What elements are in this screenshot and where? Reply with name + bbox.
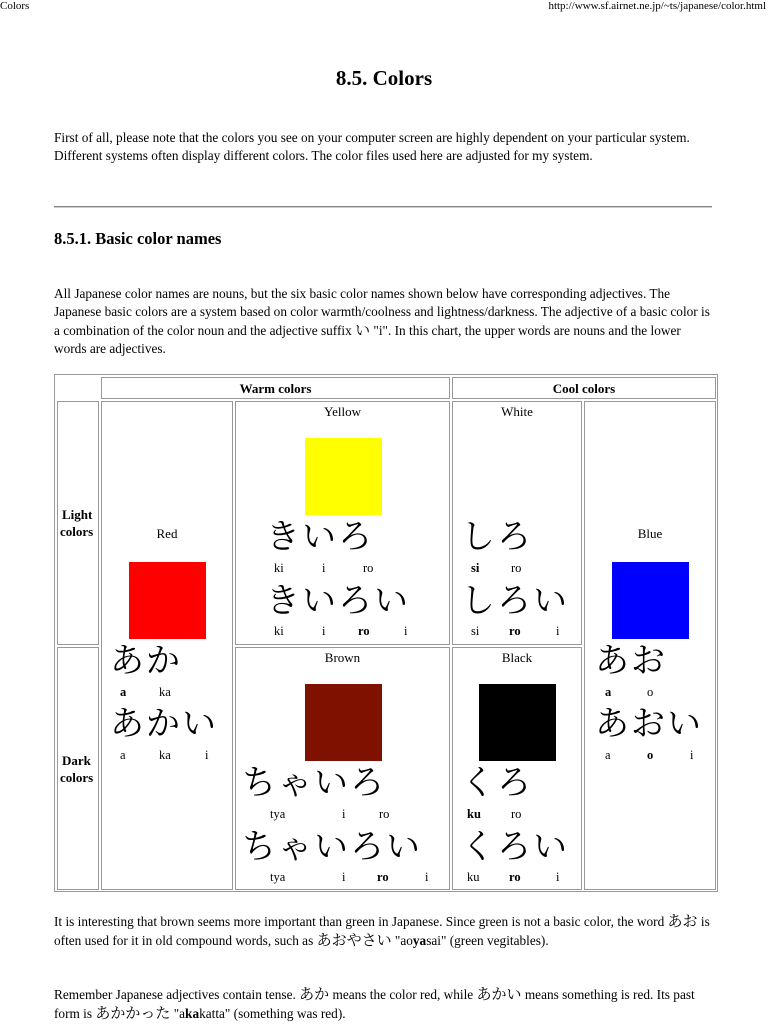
para3-kana-akakatta: あかかった	[95, 1004, 171, 1022]
black-noun-rom-2: ro	[511, 807, 522, 821]
yellow-noun-rom-2: i	[322, 561, 326, 575]
warm-colors-label: Warm colors	[239, 381, 312, 396]
para2-bold: ya	[412, 933, 427, 948]
para3-kana-akai: あかい	[476, 985, 522, 1003]
yellow-noun-kana: きいろ	[266, 517, 374, 557]
yellow-swatch	[305, 438, 382, 515]
section-divider	[54, 206, 712, 208]
header-url[interactable]: http://www.sf.airnet.ne.jp/~ts/japanese/color.html	[548, 0, 766, 12]
blue-adj-rom-3: i	[690, 748, 694, 762]
black-noun-kana: くろ	[461, 763, 533, 803]
red-swatch	[129, 562, 206, 639]
black-adj-rom-2: ro	[509, 870, 521, 884]
para2-text-4: sai" (green vegitables).	[426, 933, 549, 948]
red-adj-rom-2: ka	[159, 748, 171, 762]
dark-colors-row-label	[57, 647, 99, 890]
para1-kana: い	[355, 321, 371, 339]
blue-noun-rom-1: a	[605, 685, 612, 699]
red-name: Red	[156, 526, 178, 541]
brown-swatch	[305, 684, 382, 761]
red-noun-rom-2: ka	[159, 685, 171, 699]
blue-noun-rom-2: o	[647, 685, 654, 699]
white-adj-rom-3: i	[556, 624, 560, 638]
para2-text-2: is often used for it in old compound words, such as	[54, 914, 710, 948]
tense-paragraph	[54, 985, 714, 1023]
para3-text-2: means the color red, while	[329, 987, 477, 1002]
red-adj-rom-3: i	[205, 748, 209, 762]
black-adj-rom-3: i	[556, 870, 560, 884]
para3-text-5: katta" (something was red).	[199, 1006, 346, 1021]
yellow-name: Yellow	[324, 404, 361, 419]
blue-adj-kana: あおい	[595, 704, 703, 744]
white-swatch	[479, 438, 556, 515]
red-cell	[101, 401, 233, 890]
dark-label-line1: Dark	[62, 753, 91, 768]
red-adj-rom-1: a	[120, 748, 126, 762]
color-table	[54, 374, 718, 892]
yellow-noun-rom-1: ki	[274, 561, 284, 575]
green-paragraph	[54, 912, 714, 950]
yellow-adj-rom-4: i	[404, 624, 408, 638]
page-title: 8.5. Colors	[335, 66, 433, 90]
brown-noun-kana: ちゃいろ	[242, 763, 386, 803]
white-cell	[452, 401, 582, 645]
red-noun-rom-1: a	[120, 685, 127, 699]
brown-adj-rom-3: ro	[377, 870, 389, 884]
basic-colors-paragraph	[54, 285, 714, 358]
brown-adj-rom-2: i	[342, 870, 346, 884]
yellow-cell	[235, 401, 450, 645]
section-title: 8.5.1. Basic color names	[54, 229, 222, 248]
white-adj-rom-2: ro	[509, 624, 521, 638]
intro-paragraph: First of all, please note that the colors you see on your computer screen are highly dependent on your particular system. Different systems often display different colors. The color files used here are adjusted for my system.	[54, 130, 690, 163]
para2-text-3: "ao	[391, 933, 413, 948]
print-header	[0, 0, 768, 14]
black-cell	[452, 647, 582, 890]
red-adj-kana: あかい	[110, 704, 218, 744]
light-label-line1: Light	[62, 507, 93, 522]
white-name: White	[501, 404, 533, 419]
para3-kana-aka: あか	[299, 985, 330, 1003]
para3-bold: ka	[185, 1006, 200, 1021]
cool-colors-label: Cool colors	[552, 381, 616, 396]
brown-name: Brown	[324, 650, 361, 665]
brown-noun-rom-2: i	[342, 807, 346, 821]
black-adj-kana: くろい	[461, 827, 569, 867]
brown-adj-rom-4: i	[425, 870, 429, 884]
blue-noun-kana: あお	[595, 641, 667, 681]
light-label-line2: colors	[60, 524, 94, 539]
para2-kana-ao: あお	[667, 912, 698, 930]
yellow-noun-rom-3: ro	[363, 561, 374, 575]
light-colors-row-label	[57, 401, 99, 645]
white-adj-rom-1: si	[471, 624, 480, 638]
para3-text-1: Remember Japanese adjectives contain tense.	[54, 987, 300, 1002]
para1-text: All Japanese color names are nouns, but the six basic color names shown below have corresponding adjectives. The Japanese basic colors are a system based on color warmth/coolness and lightness/darkness. The adjective of a basic color is a combination of the color noun and the adjective suffix	[54, 286, 710, 338]
blue-adj-rom-1: a	[605, 748, 611, 762]
cool-colors-header	[452, 377, 716, 399]
brown-noun-rom-1: tya	[270, 807, 286, 821]
blue-swatch	[612, 562, 689, 639]
white-noun-kana: しろ	[461, 517, 533, 557]
white-noun-rom-2: ro	[511, 561, 522, 575]
para3-text-3: means something is red. Its past form is	[54, 987, 695, 1021]
yellow-adj-rom-2: i	[322, 624, 326, 638]
black-adj-rom-1: ku	[467, 870, 480, 884]
yellow-adj-kana: きいろい	[266, 581, 410, 621]
para2-kana-aoyasai: あおやさい	[316, 931, 392, 949]
brown-noun-rom-3: ro	[379, 807, 390, 821]
blue-cell	[584, 401, 716, 890]
black-swatch	[479, 684, 556, 761]
white-adj-kana: しろい	[461, 581, 569, 621]
black-noun-rom-1: ku	[467, 807, 481, 821]
blue-adj-rom-2: o	[647, 748, 654, 762]
yellow-adj-rom-3: ro	[358, 624, 370, 638]
warm-colors-header	[101, 377, 450, 399]
white-noun-rom-1: si	[471, 561, 480, 575]
brown-adj-rom-1: tya	[270, 870, 286, 884]
yellow-adj-rom-1: ki	[274, 624, 284, 638]
header-tab-title: Colors	[0, 0, 30, 12]
red-noun-kana: あか	[110, 641, 182, 681]
brown-cell	[235, 647, 450, 890]
blue-name: Blue	[637, 526, 663, 541]
para2-text-1: It is interesting that brown seems more important than green in Japanese. Since green is not a basic color, the word	[54, 914, 668, 929]
para1-text-end: "i". In this chart, the upper words are nouns and the lower words are adjectives.	[54, 323, 681, 356]
para3-text-4: "a	[170, 1006, 186, 1021]
black-name: Black	[501, 650, 533, 665]
dark-label-line2: colors	[60, 770, 94, 785]
brown-adj-kana: ちゃいろい	[242, 827, 422, 867]
